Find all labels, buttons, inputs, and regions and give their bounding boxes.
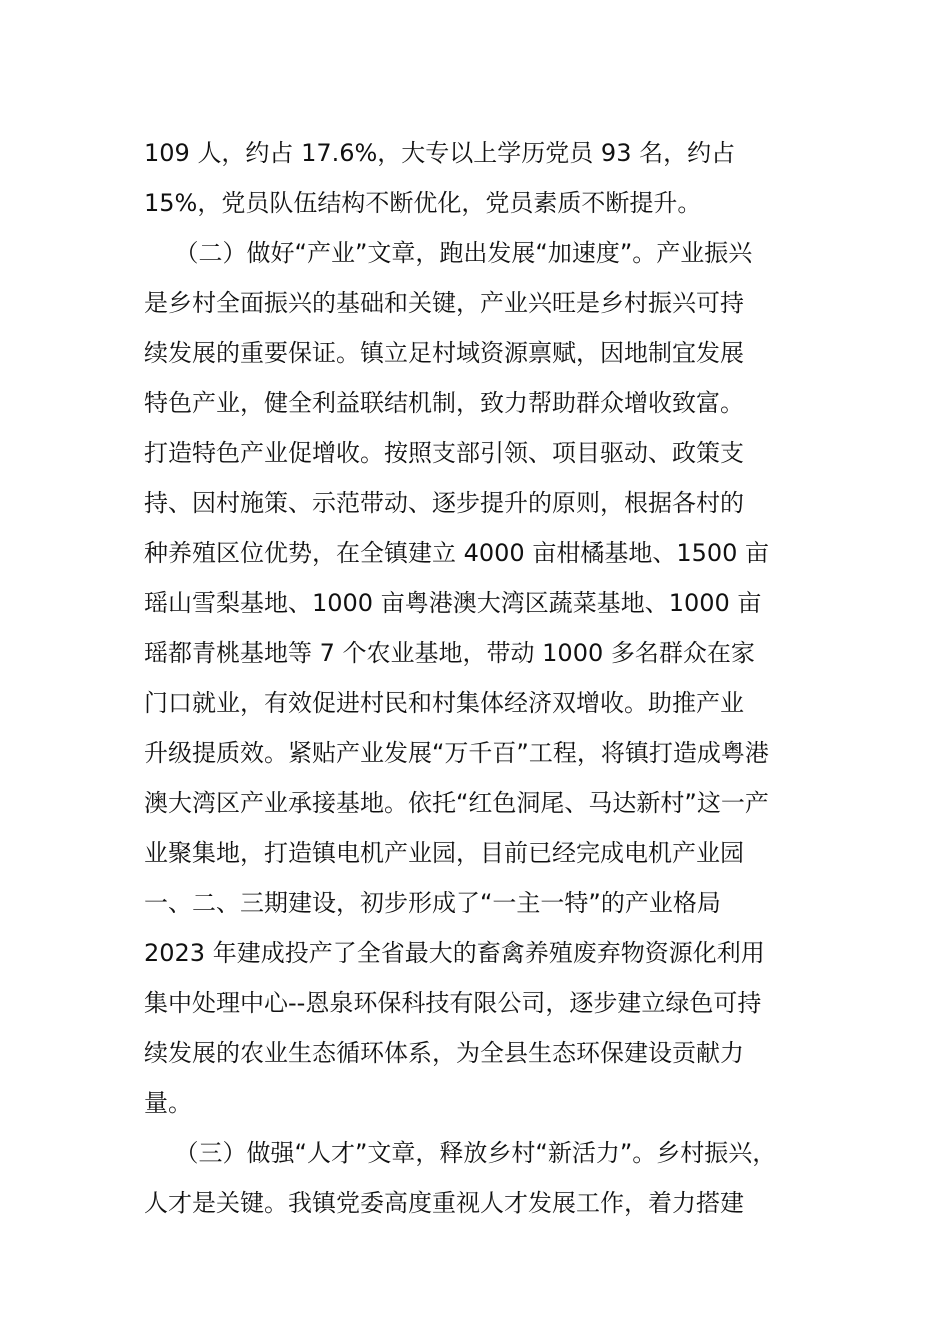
text-line: 澳大湾区产业承接基地。依托“红色洞尾、马达新村”这一产 — [144, 789, 769, 817]
text-line: 业聚集地，打造镇电机产业园，目前已经完成电机产业园 — [144, 839, 744, 867]
text-line: 是乡村全面振兴的基础和关键，产业兴旺是乡村振兴可持 — [144, 289, 744, 317]
text-line: 一、二、三期建设，初步形成了“一主一特”的产业格局 — [144, 889, 721, 917]
text-line: 持、因村施策、示范带动、逐步提升的原则，根据各村的 — [144, 489, 744, 517]
text-line: 升级提质效。紧贴产业发展“万千百”工程，将镇打造成粤港 — [144, 739, 769, 767]
text-line: 瑶山雪梨基地、1000 亩粤港澳大湾区蔬菜基地、1000 亩 — [144, 589, 762, 617]
text-line: 集中处理中心--恩泉环保科技有限公司，逐步建立绿色可持 — [144, 989, 762, 1017]
text-line: 特色产业，健全利益联结机制，致力帮助群众增收致富。 — [144, 389, 744, 417]
text-line: 门口就业，有效促进村民和村集体经济双增收。助推产业 — [144, 689, 744, 717]
text-line: （三）做强“人才”文章，释放乡村“新活力”。乡村振兴， — [144, 1139, 777, 1167]
text-line: 109 人，约占 17.6%，大专以上学历党员 93 名，约占 — [144, 139, 736, 167]
text-line: 瑶都青桃基地等 7 个农业基地，带动 1000 多名群众在家 — [144, 639, 755, 667]
text-line: 续发展的重要保证。镇立足村域资源禀赋，因地制宜发展 — [144, 339, 744, 367]
text-line: （二）做好“产业”文章，跑出发展“加速度”。产业振兴 — [144, 239, 753, 267]
text-line: 15%，党员队伍结构不断优化，党员素质不断提升。 — [144, 189, 702, 217]
text-line: 2023 年建成投产了全省最大的畜禽养殖废弃物资源化利用 — [144, 939, 765, 967]
body-text — [144, 128, 814, 1228]
text-line: 打造特色产业促增收。按照支部引领、项目驱动、政策支 — [144, 439, 744, 467]
text-line: 量。 — [144, 1089, 192, 1117]
text-line: 人才是关键。我镇党委高度重视人才发展工作，着力搭建 — [144, 1189, 744, 1217]
text-line: 续发展的农业生态循环体系，为全县生态环保建设贡献力 — [144, 1039, 744, 1067]
text-line: 种养殖区位优势，在全镇建立 4000 亩柑橘基地、1500 亩 — [144, 539, 770, 567]
